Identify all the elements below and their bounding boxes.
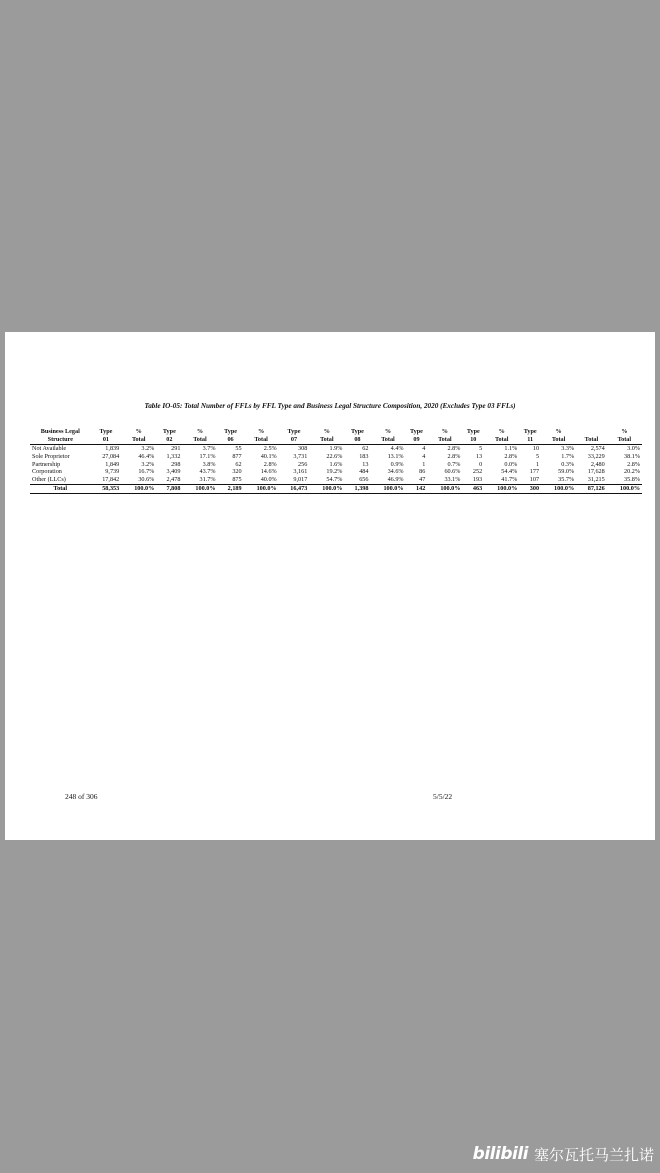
header-line-1: Type — [287, 428, 301, 435]
table-cell: 5 — [535, 452, 540, 460]
table-cell: 100.0% — [427, 484, 462, 493]
header-line-2: Total — [254, 435, 268, 443]
bilibili-watermark — [473, 1141, 654, 1167]
table-cell: 2.8% — [447, 452, 461, 460]
table-cell: 298 — [171, 460, 181, 468]
table-cell: 2.8% — [263, 460, 277, 468]
table-cell: 3.3% — [561, 445, 575, 452]
header-cell — [91, 428, 122, 445]
table-cell: 54.7% — [326, 476, 343, 484]
table-cell: 291 — [171, 445, 181, 452]
table-cell: 2.8% — [447, 445, 461, 452]
header-line-2: 02 — [166, 435, 173, 443]
table-cell: 9,739 — [105, 468, 120, 476]
header-line-2: 01 — [102, 435, 110, 443]
header-line-1: % — [384, 428, 392, 435]
header-cell — [121, 428, 156, 445]
table-cell: 47 — [419, 476, 426, 484]
table-cell: 4 — [422, 452, 426, 460]
table-cell: 4.4% — [390, 445, 404, 452]
header-cell — [519, 428, 541, 445]
table-cell: 877 — [232, 452, 242, 460]
header-cell — [279, 428, 310, 445]
table-row — [30, 468, 642, 476]
header-cell — [427, 428, 462, 445]
table-cell: 3.8% — [202, 460, 216, 468]
table-header-row — [30, 428, 642, 445]
table-cell: 13 — [362, 460, 369, 468]
table-cell: 2.8% — [504, 452, 518, 460]
table-cell: 0.0% — [504, 460, 518, 468]
page-date: 5/5/22 — [433, 792, 453, 801]
header-line-1: Business Legal — [40, 428, 80, 435]
table-cell: 38.1% — [624, 452, 640, 460]
row-label: Not Available — [32, 445, 67, 452]
header-cell — [309, 428, 344, 445]
header-cell-structure — [30, 428, 91, 445]
header-line-1: % — [323, 428, 330, 435]
header-line-1: Type — [162, 428, 176, 435]
table-cell: 55 — [235, 445, 242, 452]
header-cell — [156, 428, 182, 445]
row-label: Corporation — [32, 468, 62, 476]
header-line-1: % — [621, 428, 628, 435]
table-cell: 13.1% — [387, 452, 404, 460]
header-line-2: 06 — [227, 435, 234, 443]
table-cell: 100.0% — [121, 484, 156, 493]
header-line-2: 08 — [354, 435, 361, 443]
table-cell: 17,628 — [587, 468, 605, 476]
table-cell: 14.6% — [260, 468, 277, 476]
table-cell: 33.1% — [444, 476, 461, 484]
bilibili-logo: bilibili — [472, 1144, 528, 1164]
row-label: Total — [30, 484, 91, 493]
table-cell: 177 — [529, 468, 540, 476]
table-title: Table IO-05: Total Number of FFLs by FFL Type and Business Legal Structure Composition, 2020 (Excludes Type 03 FFLs) — [144, 402, 516, 410]
table-cell: 35.8% — [624, 476, 640, 484]
table-cell: 0.3% — [561, 460, 575, 468]
table-cell: 5 — [479, 445, 483, 452]
header-line-1: Type — [99, 428, 113, 435]
header-line-2: Total — [551, 435, 566, 443]
table-cell: 3.0% — [627, 445, 640, 452]
table-cell: 256 — [298, 460, 308, 468]
header-line-2: Total — [132, 435, 146, 443]
header-line-2: Total — [381, 435, 395, 443]
table-cell: 22.6% — [326, 452, 343, 460]
table-cell: 2,478 — [166, 476, 181, 484]
table-cell: 31,215 — [587, 476, 605, 484]
row-label: Other (LLCs) — [32, 476, 66, 484]
row-label: Sole Proprietor — [32, 452, 70, 460]
table-cell: 463 — [462, 484, 484, 493]
table-cell: 27,084 — [102, 452, 120, 460]
table-cell: 1.6% — [329, 460, 343, 468]
table-cell: 484 — [359, 468, 369, 476]
table-cell: 0.9% — [390, 460, 404, 468]
header-cell — [462, 428, 484, 445]
table-cell: 35.7% — [558, 476, 575, 484]
table-cell: 193 — [472, 476, 483, 484]
table-cell: 34.6% — [387, 468, 404, 476]
table-cell: 2.5% — [263, 445, 277, 452]
table-cell: 46.9% — [387, 476, 404, 484]
table-cell: 656 — [359, 476, 369, 484]
table-cell: 1.7% — [561, 452, 575, 460]
table-cell: 62 — [235, 460, 242, 468]
ffl-table — [30, 428, 642, 494]
table-cell: 1.9% — [329, 445, 343, 452]
table-row — [30, 461, 642, 469]
table-cell: 3.2% — [141, 460, 155, 468]
table-cell: 3,161 — [293, 468, 308, 476]
table-cell: 100.0% — [370, 484, 405, 493]
table-cell: 875 — [232, 476, 242, 484]
table-cell: 2,574 — [590, 445, 605, 452]
table-cell: 1,839 — [105, 445, 120, 452]
table-cell: 19.2% — [326, 468, 343, 476]
table-cell: 1,849 — [105, 460, 120, 468]
table-cell: 3,409 — [166, 468, 181, 476]
table-cell: 1,398 — [344, 484, 370, 493]
table-cell: 300 — [519, 484, 541, 493]
table-cell: 107 — [529, 476, 540, 484]
table-cell: 86 — [419, 468, 426, 476]
table-cell: 3.2% — [141, 445, 155, 452]
header-line-2: Total — [584, 435, 599, 443]
table-row — [30, 453, 642, 461]
table-cell: 40.0% — [260, 476, 277, 484]
table-cell: 59.0% — [558, 468, 575, 476]
header-cell — [541, 428, 576, 445]
table-cell: 0 — [479, 460, 483, 468]
header-line-1: Type — [224, 428, 238, 435]
table-cell: 7,808 — [156, 484, 182, 493]
table-cell: 17.1% — [199, 452, 216, 460]
header-cell — [607, 428, 642, 445]
header-line-1: Type — [523, 428, 537, 435]
table-cell: 252 — [472, 468, 483, 476]
table-cell: 33,229 — [587, 452, 605, 460]
table-cell: 9,017 — [293, 476, 308, 484]
table-cell: 2,480 — [590, 460, 605, 468]
header-line-2: 10 — [470, 435, 477, 443]
header-line-1: Type — [409, 428, 423, 435]
table-cell: 1 — [422, 460, 426, 468]
table-cell: 30.6% — [138, 476, 155, 484]
header-line-2: 11 — [527, 435, 534, 443]
table-cell: 3,731 — [293, 452, 308, 460]
table-cell: 100.0% — [309, 484, 344, 493]
header-cell — [182, 428, 217, 445]
table-cell: 100.0% — [541, 484, 576, 493]
table-cell: 3.7% — [202, 445, 216, 452]
table-cell: 308 — [298, 445, 308, 452]
header-line-2: Total — [438, 435, 452, 443]
header-cell — [406, 428, 428, 445]
header-cell — [370, 428, 405, 445]
table-cell: 100.0% — [484, 484, 519, 493]
header-line-1: % — [555, 428, 562, 435]
table-cell: 0.7% — [447, 460, 461, 468]
table-cell: 31.7% — [199, 476, 216, 484]
table-body — [30, 445, 642, 494]
table-cell: 40.1% — [260, 452, 277, 460]
table-cell: 17,842 — [102, 476, 120, 484]
header-line-1: % — [196, 428, 204, 435]
table-cell: 100.0% — [244, 484, 279, 493]
table-cell: 20.2% — [624, 468, 640, 476]
table-total-row — [30, 484, 642, 493]
header-line-1: % — [258, 428, 265, 435]
table-cell: 13 — [476, 452, 483, 460]
table-cell: 2,189 — [218, 484, 244, 493]
header-line-2: Total — [320, 435, 334, 443]
header-line-1: % — [135, 428, 142, 435]
table-cell: 142 — [406, 484, 428, 493]
table-cell: 100.0% — [182, 484, 217, 493]
table-cell: 62 — [362, 445, 369, 452]
table-row — [30, 476, 642, 484]
header-line-2: 07 — [290, 435, 298, 443]
table-cell: 60.6% — [444, 468, 461, 476]
table-cell: 41.7% — [501, 476, 518, 484]
table-cell: 1.1% — [504, 445, 518, 452]
header-cell — [218, 428, 244, 445]
header-line-2: Structure — [47, 435, 73, 443]
table-cell: 1 — [535, 460, 540, 468]
header-line-2: Total — [494, 435, 509, 443]
table-cell: 43.7% — [199, 468, 216, 476]
header-cell — [244, 428, 279, 445]
header-line-2: Total — [193, 435, 207, 443]
header-cell — [484, 428, 519, 445]
table-cell: 2.8% — [627, 460, 640, 468]
table-cell: 54.4% — [501, 468, 518, 476]
table-cell: 16,473 — [279, 484, 310, 493]
header-line-1: Type — [466, 428, 480, 435]
header-line-2: Total — [617, 435, 632, 443]
header-cell — [344, 428, 370, 445]
row-label: Partnership — [32, 460, 61, 468]
table-cell: 183 — [359, 452, 369, 460]
document-page — [5, 332, 655, 840]
table-cell: 58,353 — [91, 484, 122, 493]
table-cell: 320 — [232, 468, 242, 476]
table-cell: 4 — [422, 445, 426, 452]
header-cell — [576, 428, 607, 445]
table-cell: 100.0% — [607, 484, 642, 493]
table-cell: 16.7% — [138, 468, 155, 476]
table-cell: 10 — [532, 445, 540, 452]
header-line-1: Type — [350, 428, 364, 435]
table-cell: 87,126 — [576, 484, 607, 493]
table-cell: 1,332 — [166, 452, 181, 460]
table-cell: 46.4% — [138, 452, 155, 460]
header-line-1: % — [498, 428, 505, 435]
page-number: 248 of 306 — [65, 792, 98, 801]
uploader-name: 塞尔瓦托马兰扎诺 — [533, 1145, 654, 1164]
header-line-2: 09 — [413, 435, 420, 443]
header-line-1: % — [441, 428, 448, 435]
table-row — [30, 445, 642, 453]
